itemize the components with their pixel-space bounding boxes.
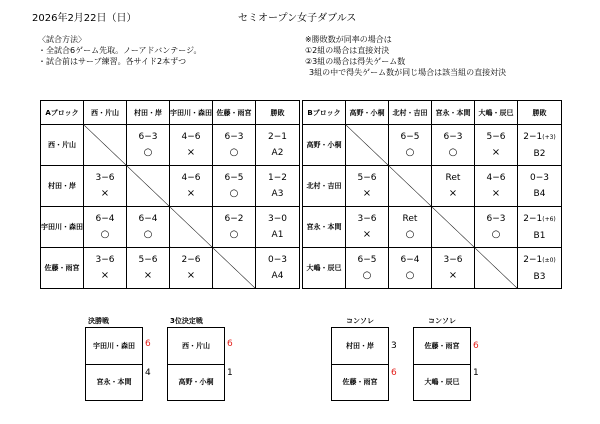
record-line [256,211,299,227]
match-result-cell [170,248,213,289]
third-top-score: 6 [227,339,233,349]
win-loss-mark: × [491,188,501,199]
win-loss-record: 2−1 [523,213,543,224]
consolation-top-team: 佐藤・雨宮 [414,328,470,365]
consolation-title: コンソレ [428,317,456,325]
win-loss-record: 0−3 [268,255,287,265]
match-result-cell [389,207,432,248]
rank-label: A1 [271,230,284,240]
third-bracket [167,327,225,401]
final-top-team: 宇田川・森田 [86,328,142,365]
match-result-cell [84,248,127,289]
consolation-bottom-score: 6 [391,368,397,378]
win-loss-record: 0−3 [530,173,549,183]
match-result-cell [475,166,518,207]
match-result-cell [346,166,389,207]
rank-label: A2 [271,148,284,158]
match-score: 4−6 [181,132,201,142]
record-line [256,170,299,186]
record-line [256,129,299,145]
match-result-cell [213,166,256,207]
match-score: 4−6 [181,173,201,183]
match-result-cell [475,125,518,166]
team-header: 大嶋・辰巳 [475,101,518,125]
rules-line: ・試合前はサーブ練習。各サイド2本ずつ [38,57,187,66]
win-loss-mark: × [491,147,501,158]
win-loss-record: 2−1 [268,132,287,142]
match-result-cell [346,248,389,289]
team-header: 村田・岸 [127,101,170,125]
final-title: 決勝戦 [88,317,109,325]
self-match-cell [84,125,127,166]
tiebreak-line: 3組の中で得失ゲーム数が同じ場合は該当組の直接対決 [309,68,507,77]
win-loss-mark: × [186,270,196,281]
match-result-cell [389,248,432,289]
third-bottom-score: 1 [227,368,233,378]
self-match-cell [170,207,213,248]
self-match-cell [389,166,432,207]
win-loss-mark: ○ [229,188,239,199]
row-team-name: 宮永・本間 [303,207,346,248]
match-result-cell [84,166,127,207]
consolation-bracket [413,327,471,401]
block-b-table [302,100,562,289]
final-bracket [85,327,143,401]
win-loss-mark: × [186,147,196,158]
win-loss-mark: ○ [362,270,372,281]
win-loss-record: 1−2 [268,173,287,183]
match-result-cell [170,125,213,166]
record-cell [518,248,562,289]
self-match-cell [475,248,518,289]
table-row [41,207,300,248]
match-result-cell [346,207,389,248]
game-difference: (+6) [542,215,556,223]
record-cell [256,248,300,289]
match-result-cell [432,166,475,207]
match-result-cell [389,125,432,166]
win-loss-mark: ○ [405,147,415,158]
record-cell [518,207,562,248]
row-team-name: 佐藤・雨宮 [41,248,84,289]
table-row [303,207,562,248]
row-team-name: 北村・吉田 [303,166,346,207]
match-score: 3−6 [443,255,463,265]
block-label: Bブロック [303,101,346,125]
match-score: 6−3 [138,132,158,142]
team-header: 宮永・本間 [432,101,475,125]
third-bottom-team: 高野・小桐 [178,378,214,386]
match-score: 6−2 [224,214,244,224]
self-match-cell [432,207,475,248]
rules-line: ・全試合6ゲーム先取。ノーアドバンテージ。 [38,46,202,55]
self-match-cell [346,125,389,166]
match-score: 6−3 [224,132,244,142]
match-result-cell [213,125,256,166]
consolation-top-score: 6 [473,341,479,351]
record-header: 勝敗 [256,101,300,125]
rank-label: B3 [533,271,546,282]
block-a-table [40,100,300,289]
table-row [41,125,300,166]
match-score: 6−5 [357,255,377,265]
rules-heading: 〈試合方法〉 [38,35,86,44]
match-score: 3−6 [95,173,115,183]
record-line [518,170,561,186]
table-row [41,166,300,207]
match-score: 4−6 [486,173,506,183]
consolation-bracket [331,327,389,401]
win-loss-mark: × [100,270,110,281]
record-cell [518,125,562,166]
match-result-cell [84,207,127,248]
row-team-name: 西・片山 [41,125,84,166]
rank-label: A3 [271,189,284,199]
tiebreak-line: ①2組の場合は直接対決 [305,46,390,55]
win-loss-mark: ○ [229,147,239,158]
rank-label: B1 [533,230,546,241]
final-bottom-score: 4 [145,368,151,378]
match-result-cell [170,166,213,207]
win-loss-record: 2−1 [523,254,543,265]
match-result-cell [475,207,518,248]
rank-label: B2 [533,148,546,159]
match-result-cell [432,248,475,289]
consolation-bottom-team: 大嶋・辰巳 [424,378,460,386]
self-match-cell [127,166,170,207]
win-loss-mark: ○ [143,229,153,240]
win-loss-mark: × [143,270,153,281]
third-title: 3位決定戦 [170,317,203,325]
match-score: 5−6 [486,132,506,142]
record-line [518,129,561,146]
row-team-name: 宇田川・森田 [41,207,84,248]
match-score: 6−4 [138,214,158,224]
win-loss-record: 3−0 [268,214,287,224]
win-loss-mark: ○ [143,147,153,158]
win-loss-mark: ○ [229,229,239,240]
win-loss-mark: × [448,270,458,281]
record-cell [256,166,300,207]
consolation-bottom-team: 佐藤・雨宮 [342,378,378,386]
match-score: 5−6 [357,173,377,183]
row-team-name: 高野・小桐 [303,125,346,166]
match-score: 3−6 [357,214,377,224]
table-row [41,248,300,289]
match-score: 6−3 [443,132,463,142]
win-loss-mark: × [362,229,372,240]
tiebreak-line: ※勝敗数が同率の場合は [305,35,392,44]
match-result-cell [432,125,475,166]
rank-label: A4 [271,271,284,281]
match-result-cell [127,248,170,289]
rules-section [38,34,202,67]
consolation-top-team: 村田・岸 [332,328,388,365]
match-score: 6−5 [400,132,420,142]
block-label: Aブロック [41,101,84,125]
match-result-cell [127,207,170,248]
win-loss-mark: ○ [405,270,415,281]
match-score: Ret [402,214,418,224]
consolation-top-score: 3 [391,341,397,351]
match-score: 6−4 [95,214,115,224]
team-header: 高野・小桐 [346,101,389,125]
consolation-bottom-score: 1 [473,368,479,378]
team-header: 宇田川・森田 [170,101,213,125]
tiebreak-section [305,34,506,78]
win-loss-mark: ○ [405,229,415,240]
match-score: Ret [445,173,461,183]
win-loss-mark: × [448,188,458,199]
table-row [303,166,562,207]
game-difference: (+3) [542,133,556,141]
team-header: 佐藤・雨宮 [213,101,256,125]
win-loss-mark: ○ [100,229,110,240]
match-result-cell [127,125,170,166]
win-loss-mark: ○ [448,147,458,158]
final-top-score: 6 [145,339,151,349]
record-line [518,252,561,269]
match-result-cell [213,207,256,248]
table-row [303,248,562,289]
record-line [518,211,561,228]
consolation-title: コンソレ [346,317,374,325]
game-difference: (±0) [542,256,556,264]
event-title: セミオープン女子ダブルス [238,13,357,24]
team-header: 西・片山 [84,101,127,125]
third-top-team: 西・片山 [168,328,224,365]
row-team-name: 大嶋・辰巳 [303,248,346,289]
table-row [303,125,562,166]
record-cell [256,207,300,248]
win-loss-mark: × [362,188,372,199]
win-loss-record: 2−1 [523,131,543,142]
win-loss-mark: × [100,188,110,199]
match-score: 5−6 [138,255,158,265]
team-header: 北村・吉田 [389,101,432,125]
rank-label: B4 [533,189,546,199]
record-header: 勝敗 [518,101,562,125]
row-team-name: 村田・岸 [41,166,84,207]
match-score: 3−6 [95,255,115,265]
self-match-cell [213,248,256,289]
final-bottom-team: 宮永・本間 [96,378,132,386]
match-score: 6−5 [224,173,244,183]
win-loss-mark: × [186,188,196,199]
event-date: 2026年2月22日（日） [32,13,137,24]
match-score: 2−6 [181,255,201,265]
record-line [256,252,299,268]
record-cell [256,125,300,166]
win-loss-mark: ○ [491,229,501,240]
match-score: 6−4 [400,255,420,265]
record-cell [518,166,562,207]
tiebreak-line: ②3組の場合は得失ゲーム数 [305,57,406,66]
match-score: 6−3 [486,214,506,224]
